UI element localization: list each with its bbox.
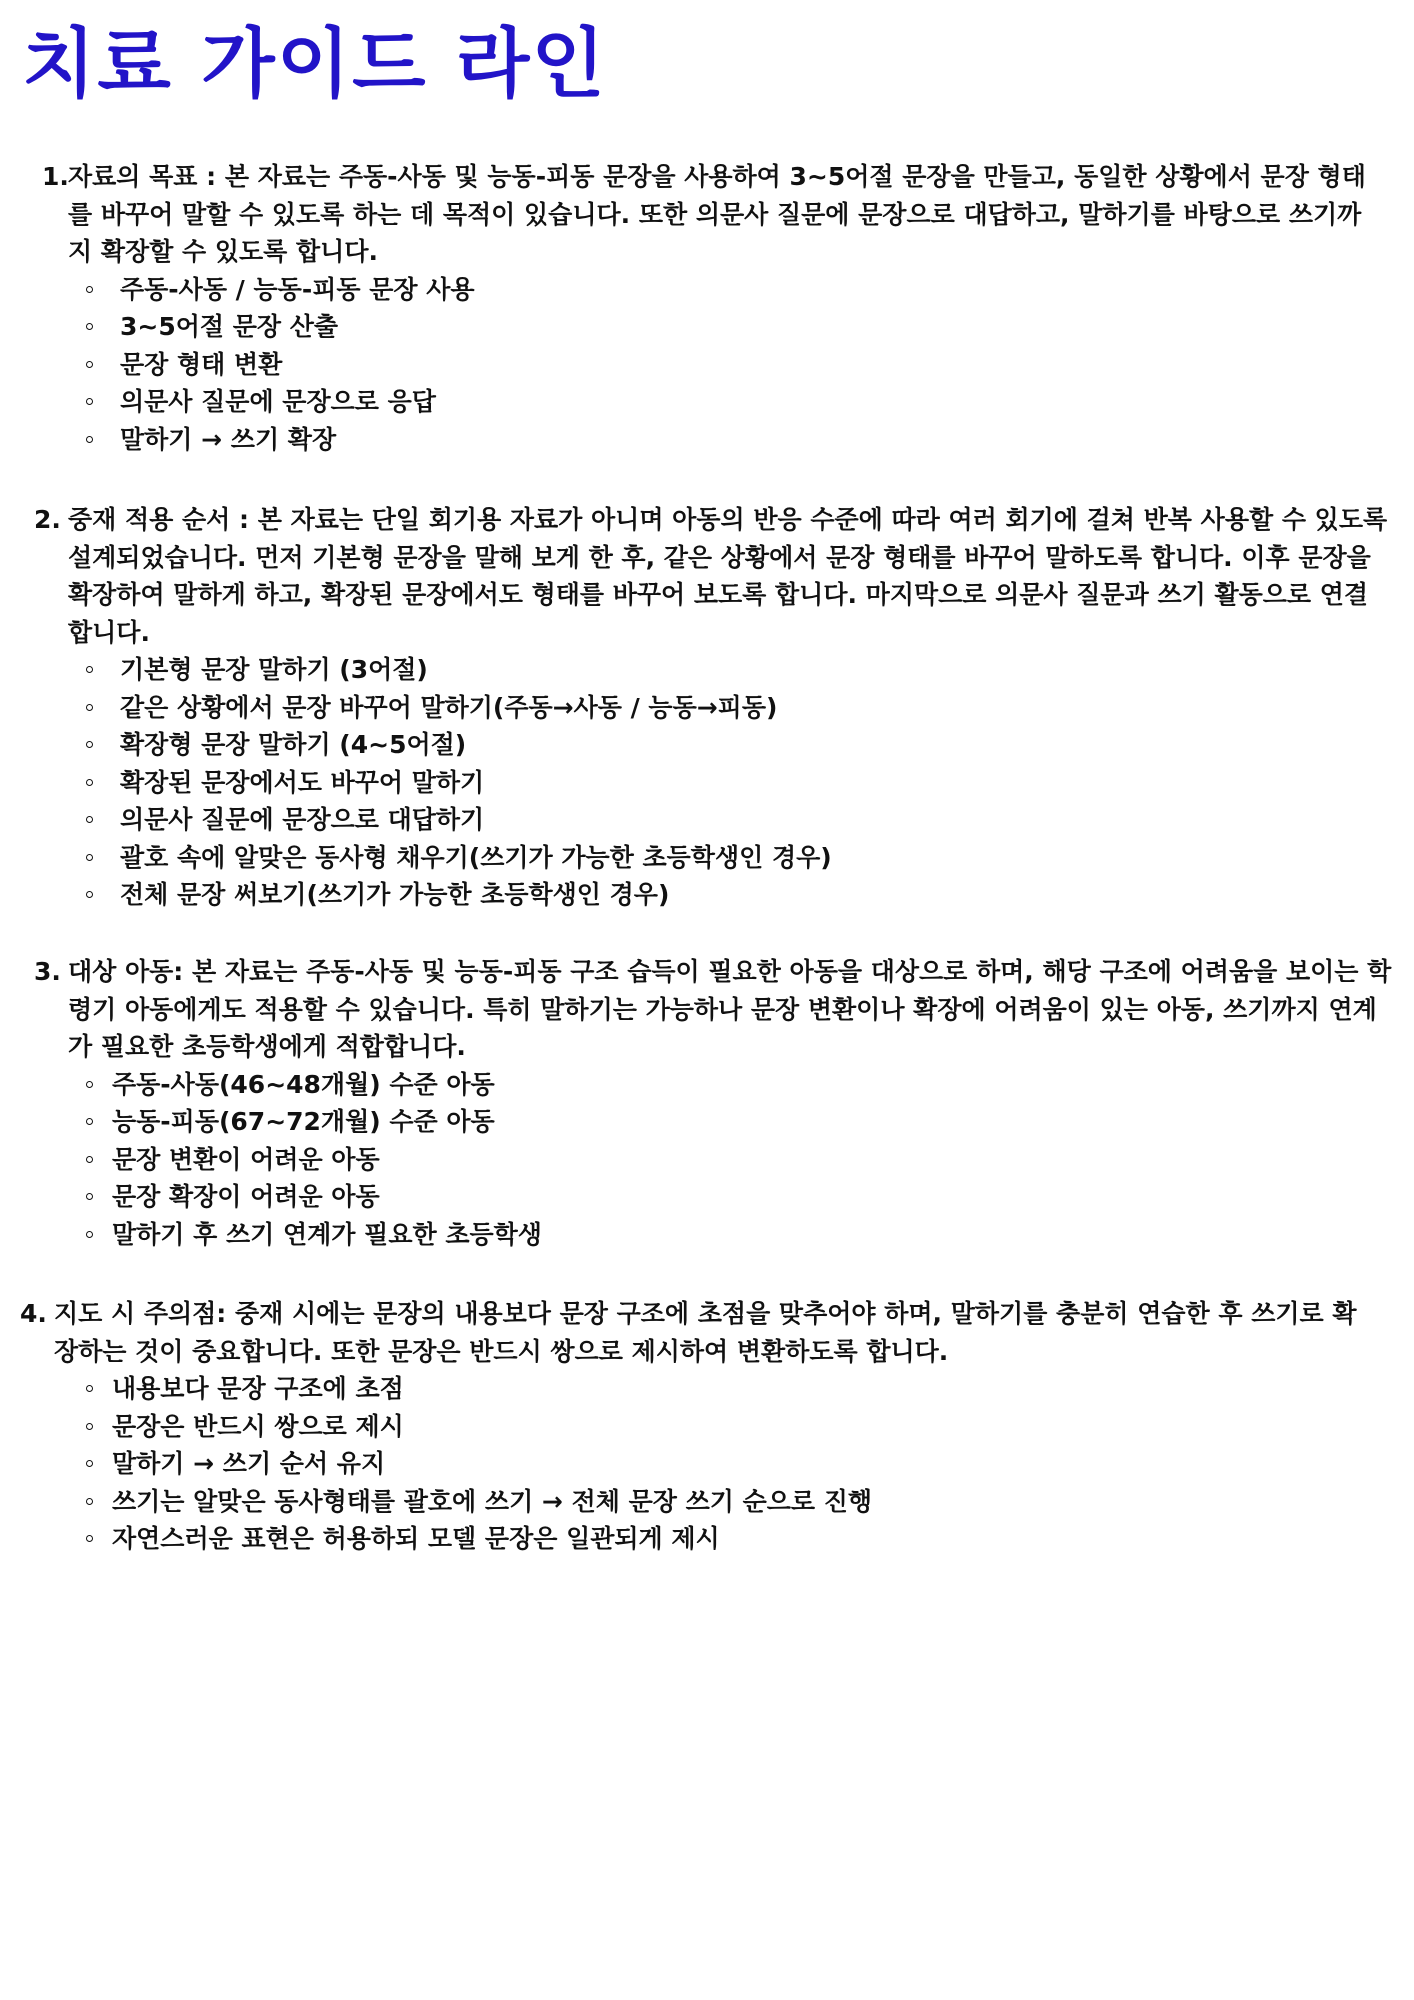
list-item: 내용보다 문장 구조에 초점 <box>112 1370 1414 1408</box>
section-cautions <box>0 1295 1414 1558</box>
list-item: 말하기 후 쓰기 연계가 필요한 초등학생 <box>112 1216 1414 1254</box>
list-item: 문장은 반드시 쌍으로 제시 <box>112 1408 1414 1446</box>
bullet-icon <box>86 1535 93 1542</box>
section-paragraph <box>0 953 1414 1066</box>
list-item: 전체 문장 써보기(쓰기가 가능한 초등학생인 경우) <box>120 876 1414 914</box>
bullet-icon <box>86 1193 93 1200</box>
section-number: 3. <box>34 957 61 986</box>
bullet-icon <box>86 398 93 405</box>
section-text: 자료의 목표 : 본 자료는 주동-사동 및 능동-피동 문장을 사용하여 3~5어절 문장을 만들고, 동일한 상황에서 문장 형태를 바꾸어 말할 수 있도록 하는 데 목적이 있습니다. 또한 의문사 질문에 문장으로 대답하고, 말하기를 바탕으로 쓰기까지 확장할 수 있도록 합니다. <box>68 162 1366 266</box>
section-order <box>0 501 1414 914</box>
section-target <box>0 953 1414 1253</box>
list-item: 기본형 문장 말하기 (3어절) <box>120 651 1414 689</box>
list-item: 능동-피동(67~72개월) 수준 아동 <box>112 1103 1414 1141</box>
bullet-icon <box>86 1498 93 1505</box>
list-item: 문장 변환이 어려운 아동 <box>112 1141 1414 1179</box>
bullet-icon <box>86 816 93 823</box>
section-paragraph <box>0 158 1414 271</box>
bullet-list <box>0 1370 1414 1558</box>
bullet-list <box>0 1066 1414 1254</box>
bullet-icon <box>86 779 93 786</box>
bullet-icon <box>86 1231 93 1238</box>
list-item: 말하기 → 쓰기 순서 유지 <box>112 1445 1414 1483</box>
list-item: 확장형 문장 말하기 (4~5어절) <box>120 726 1414 764</box>
page-title: 치료 가이드 라인 <box>22 19 607 108</box>
bullet-icon <box>86 286 93 293</box>
list-item: 문장 확장이 어려운 아동 <box>112 1178 1414 1216</box>
bullet-icon <box>86 1081 93 1088</box>
list-item: 괄호 속에 알맞은 동사형 채우기(쓰기가 가능한 초등학생인 경우) <box>120 839 1414 877</box>
list-item: 주동-사동 / 능동-피동 문장 사용 <box>120 271 1414 309</box>
bullet-list <box>0 271 1414 459</box>
bullet-icon <box>86 891 93 898</box>
bullet-list <box>0 651 1414 914</box>
bullet-icon <box>86 361 93 368</box>
list-item: 확장된 문장에서도 바꾸어 말하기 <box>120 764 1414 802</box>
list-item: 의문사 질문에 문장으로 응답 <box>120 383 1414 421</box>
list-item: 문장 형태 변환 <box>120 346 1414 384</box>
section-paragraph <box>0 501 1414 651</box>
bullet-icon <box>86 854 93 861</box>
bullet-icon <box>86 666 93 673</box>
section-text: 대상 아동: 본 자료는 주동-사동 및 능동-피동 구조 습득이 필요한 아동을 대상으로 하며, 해당 구조에 어려움을 보이는 학령기 아동에게도 적용할 수 있습니다. 특히 말하기는 가능하나 문장 변환이나 확장에 어려움이 있는 아동, 쓰기까지 연계가 필요한 초등학생에게 적합합니다. <box>68 957 1392 1061</box>
bullet-icon <box>86 704 93 711</box>
section-goal <box>0 158 1414 458</box>
bullet-icon <box>86 323 93 330</box>
bullet-icon <box>86 1460 93 1467</box>
list-item: 자연스러운 표현은 허용하되 모델 문장은 일관되게 제시 <box>112 1520 1414 1558</box>
section-text: 지도 시 주의점: 중재 시에는 문장의 내용보다 문장 구조에 초점을 맞추어야 하며, 말하기를 충분히 연습한 후 쓰기로 확장하는 것이 중요합니다. 또한 문장은 반드시 쌍으로 제시하여 변환하도록 합니다. <box>54 1299 1357 1366</box>
bullet-icon <box>86 1156 93 1163</box>
bullet-icon <box>86 741 93 748</box>
section-number: 4. <box>20 1299 47 1328</box>
list-item: 주동-사동(46~48개월) 수준 아동 <box>112 1066 1414 1104</box>
bullet-icon <box>86 1118 93 1125</box>
section-text: 중재 적용 순서 : 본 자료는 단일 회기용 자료가 아니며 아동의 반응 수준에 따라 여러 회기에 걸쳐 반복 사용할 수 있도록 설계되었습니다. 먼저 기본형 문장을 말해 보게 한 후, 같은 상황에서 문장 형태를 바꾸어 말하도록 합니다. 이후 문장을 확장하여 말하게 하고, 확장된 문장에서도 형태를 바꾸어 보도록 합니다. 마지막으로 의문사 질문과 쓰기 활동으로 연결합니다. <box>68 505 1388 647</box>
list-item: 3~5어절 문장 산출 <box>120 308 1414 346</box>
section-number: 1. <box>42 162 69 191</box>
list-item: 말하기 → 쓰기 확장 <box>120 421 1414 459</box>
bullet-icon <box>86 1423 93 1430</box>
section-paragraph <box>0 1295 1414 1370</box>
section-number: 2. <box>34 505 61 534</box>
bullet-icon <box>86 1385 93 1392</box>
bullet-icon <box>86 436 93 443</box>
list-item: 쓰기는 알맞은 동사형태를 괄호에 쓰기 → 전체 문장 쓰기 순으로 진행 <box>112 1483 1414 1521</box>
list-item: 같은 상황에서 문장 바꾸어 말하기(주동→사동 / 능동→피동) <box>120 689 1414 727</box>
list-item: 의문사 질문에 문장으로 대답하기 <box>120 801 1414 839</box>
